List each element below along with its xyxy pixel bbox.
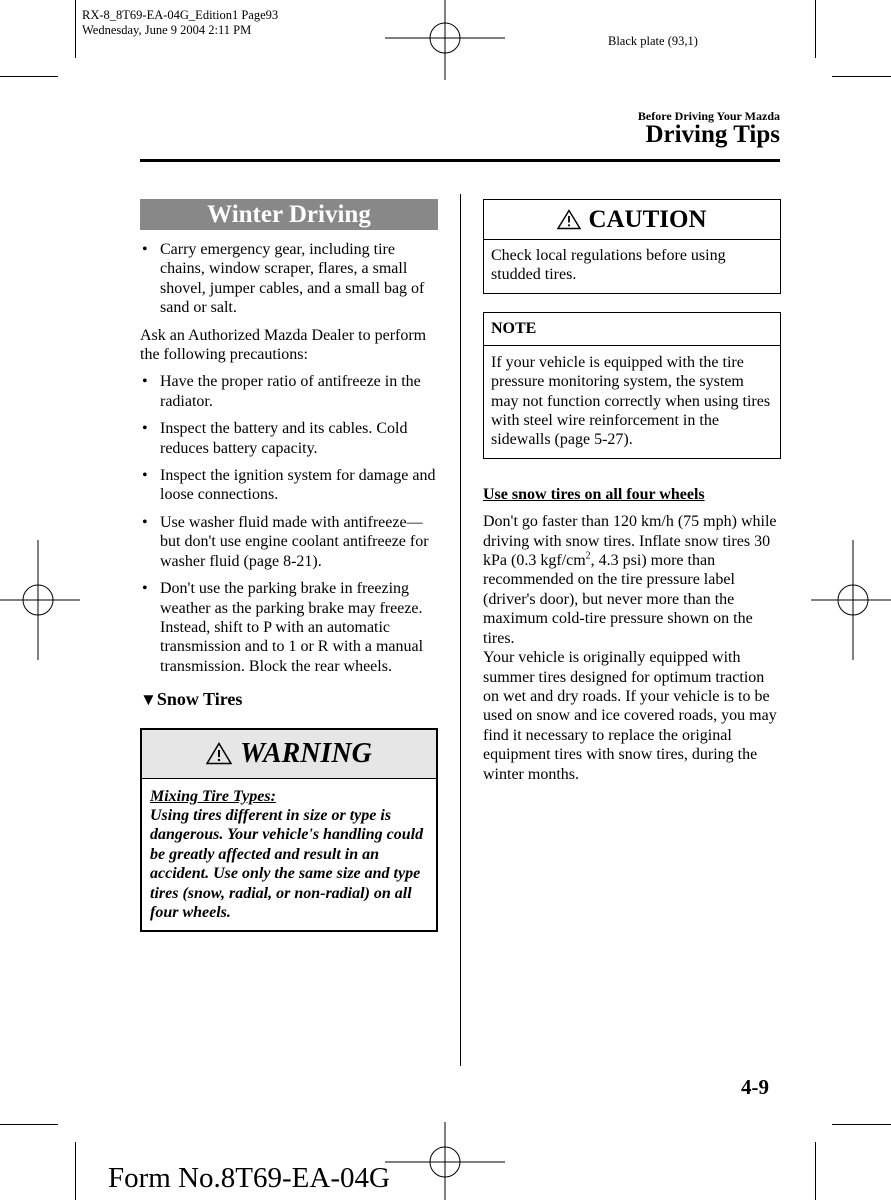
section-title: Driving Tips [645, 121, 780, 148]
crop-mark [815, 0, 816, 58]
list-item: • Have the proper ratio of antifreeze in the radiator. [140, 372, 438, 411]
form-number: Form No.8T69-EA-04G [108, 1162, 390, 1194]
snow-text-part: , 4.3 psi) more than recommended on the tire pressure label (driver's door), but never more than the maximum cold-tire pressure shown on the tires. [483, 552, 753, 647]
warning-box [140, 728, 438, 933]
caution-text: Check local regulations before using studded tires. [491, 247, 726, 284]
note-title: NOTE [484, 313, 780, 346]
crop-mark [0, 76, 58, 77]
warning-header [142, 730, 436, 779]
header-rule [140, 159, 780, 162]
caution-triangle-icon [557, 209, 581, 230]
winter-driving-banner: Winter Driving [140, 199, 438, 230]
snow-tires-heading-text: Snow Tires [156, 689, 243, 710]
print-header [82, 8, 278, 38]
section-subtitle: Before Driving Your Mazda [637, 109, 780, 123]
crop-mark [832, 76, 891, 77]
registration-mark-top [385, 0, 505, 80]
registration-mark-bottom [385, 1122, 505, 1200]
crop-mark [75, 1142, 76, 1200]
print-header-date: Wednesday, June 9 2004 2:11 PM [82, 23, 252, 37]
emergency-gear-list [140, 240, 438, 318]
dealer-intro: Ask an Authorized Mazda Dealer to perform the following precautions: [140, 326, 427, 364]
plate-label: Black plate (93,1) [608, 34, 698, 48]
snow-tires-subheading: Use snow tires on all four wheels [483, 485, 705, 503]
page-number: 4-9 [741, 1075, 769, 1099]
list-item: • Don't use the parking brake in freezing weather as the parking brake may freeze. Instead, shift to P with an automatic transmission and to 1 or R with a manual transmission. Block the rear wheels. [140, 579, 438, 676]
precautions-list [140, 372, 438, 676]
list-item: • Use washer fluid made with antifreeze—but don't use engine coolant antifreeze for washer fluid (page 8-21). [140, 513, 438, 571]
crop-mark [815, 1142, 816, 1200]
column-divider [460, 194, 461, 1066]
caution-header [484, 200, 780, 240]
warning-title: WARNING [240, 737, 372, 769]
caution-box [483, 199, 781, 294]
snow-text-part: Don't go faster than 120 km/h (75 mph) while driving with snow tires. Inflate snow tires 30 kPa (0.3 kgf/cm [483, 513, 777, 570]
list-item: • Carry emergency gear, including tire chains, window scraper, flares, a small shovel, jumper cables, and a small bag of sand or salt. [140, 240, 438, 318]
caution-title: CAUTION [588, 205, 707, 233]
left-column [140, 199, 438, 932]
crop-mark [75, 0, 76, 58]
snow-tires-heading [140, 690, 438, 709]
triangle-down-icon: ▼ [140, 690, 157, 710]
print-header-line: RX-8_8T69-EA-04G_Edition1 Page93 [82, 8, 279, 22]
warning-body [142, 779, 436, 931]
registration-mark-right [811, 540, 891, 660]
superscript: 2 [585, 550, 591, 562]
warning-triangle-icon [206, 742, 232, 765]
right-column [483, 199, 781, 784]
note-text: If your vehicle is equipped with the tire pressure monitoring system, the system may not function correctly when using tires with steel wire reinforcement in the sidewalls (page 5-27). [491, 353, 771, 449]
warning-subtitle: Mixing Tire Types: [150, 787, 276, 805]
crop-mark [832, 1124, 891, 1125]
list-item: • Inspect the battery and its cables. Cold reduces battery capacity. [140, 419, 438, 458]
note-box [483, 312, 781, 459]
summer-tires-paragraph: Your vehicle is originally equipped with summer tires designed for optimum traction on wet and dry roads. If your vehicle is to be used on snow and ice covered roads, you may find it necessary to replace the original equipment tires with snow tires, during the winter months. [483, 649, 777, 783]
list-item: • Inspect the ignition system for damage and loose connections. [140, 466, 438, 505]
warning-text: Using tires different in size or type is dangerous. Your vehicle's handling could be greatly affected and result in an accident. Use only the same size and type tires (snow, radial, or non-radial) on all four wheels. [150, 806, 424, 921]
snow-tires-paragraph [483, 512, 781, 648]
registration-mark-left [0, 540, 80, 660]
crop-mark [0, 1124, 58, 1125]
